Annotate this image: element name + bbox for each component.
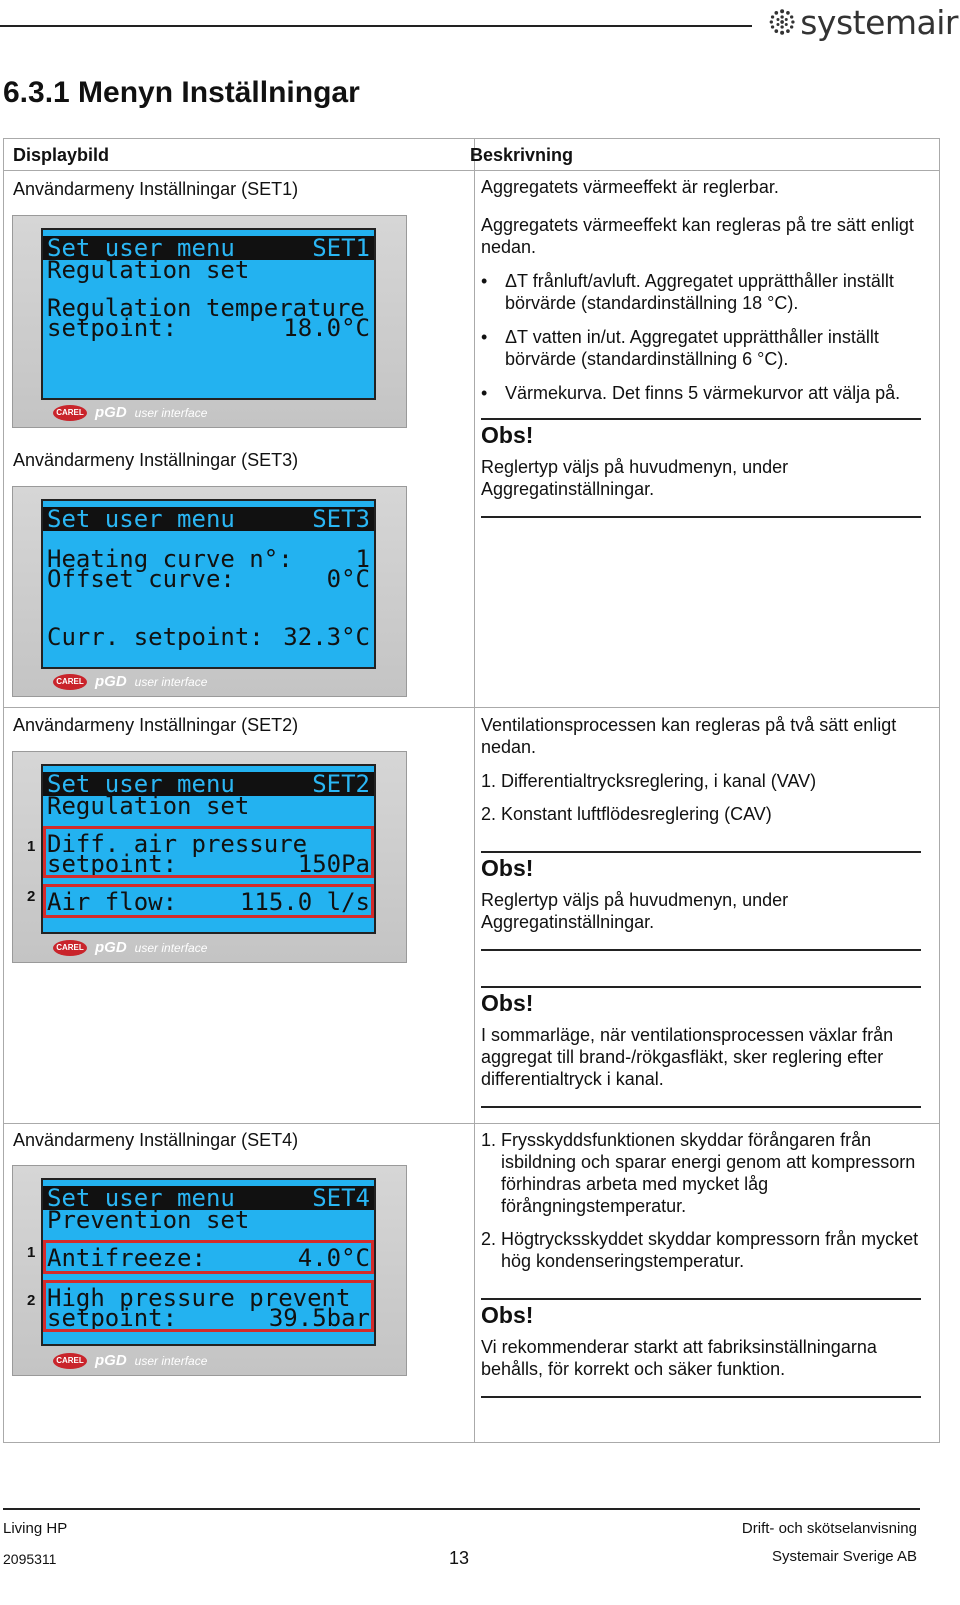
lcd-header — [43, 507, 374, 531]
section-title: 6.3.1 Menyn Inställningar — [3, 76, 360, 109]
marker-2: 2 — [27, 888, 36, 905]
numbered-list — [481, 1129, 921, 1272]
brand-name: systemair — [800, 2, 958, 42]
highlight-box-2 — [43, 884, 374, 918]
list-number: 2. — [481, 804, 497, 824]
lcd-value: 18.0°C — [283, 314, 370, 342]
note-title: Obs! — [481, 422, 534, 448]
note-title: Obs! — [481, 990, 534, 1016]
lcd-value: 32.3°C — [283, 623, 370, 651]
lcd-menu-id: SET2 — [312, 770, 370, 798]
pgd-label: pGD — [95, 1352, 127, 1369]
lcd-footer — [53, 404, 207, 421]
footer-company: Systemair Sverige AB — [771, 1548, 917, 1565]
carel-logo: CAREL — [53, 940, 87, 956]
lcd-text: setpoint: — [47, 1304, 178, 1332]
list-text: Högtrycksskyddet skyddar kompressorn från mycket hög kondenseringstemperatur. — [501, 1229, 919, 1271]
lcd-value: 1 — [355, 545, 370, 573]
column-divider — [474, 139, 475, 1442]
set2-label: Användarmeny Inställningar (SET2) — [13, 715, 299, 735]
lcd-screen — [41, 1178, 376, 1346]
lcd-text: Diff. air pressure — [47, 830, 308, 858]
lcd-line — [47, 794, 370, 818]
lcd-display-set1 — [12, 215, 407, 428]
lcd-text: Offset curve: — [47, 565, 235, 593]
bullet-list — [481, 270, 921, 404]
paragraph: Ventilationsprocessen kan regleras på två sätt enligt nedan. — [481, 715, 897, 757]
lcd-footer — [53, 1352, 207, 1369]
marker-2: 2 — [27, 1292, 36, 1309]
lcd-text: Regulation temperature — [47, 294, 365, 322]
note-text: Reglertyp väljs på huvudmenyn, under Aggregatinställningar. — [481, 457, 789, 499]
lcd-text: Heating curve n°: — [47, 545, 293, 573]
list-item — [481, 803, 921, 825]
lcd-text: Regulation set — [47, 256, 250, 284]
pgd-label: pGD — [95, 939, 127, 956]
lcd-text: Antifreeze: — [47, 1244, 206, 1272]
lcd-display-set4 — [12, 1165, 407, 1376]
lcd-screen — [41, 228, 376, 400]
footer-product: Living HP — [3, 1520, 68, 1537]
highlight-box-2 — [43, 1280, 374, 1332]
set4-label: Användarmeny Inställningar (SET4) — [13, 1130, 299, 1150]
user-interface-label: user interface — [134, 405, 208, 420]
list-number: 2. — [481, 1229, 497, 1249]
user-interface-label: user interface — [134, 1353, 208, 1368]
numbered-list — [481, 770, 921, 825]
lcd-text: Regulation set — [47, 792, 250, 820]
lcd-line — [47, 1208, 370, 1232]
carel-logo: CAREL — [53, 1353, 87, 1369]
note-rule — [481, 949, 921, 951]
lcd-menu-id: SET4 — [312, 1184, 370, 1212]
header-row-divider — [4, 170, 939, 171]
lcd-text: Prevention set — [47, 1206, 250, 1234]
page-number: 13 — [449, 1548, 470, 1568]
pgd-label: pGD — [95, 404, 127, 421]
list-item — [481, 1129, 921, 1217]
note-rule — [481, 851, 921, 853]
marker-1: 1 — [27, 1244, 36, 1261]
footer-doc-number: 2095311 — [3, 1551, 57, 1567]
note-rule — [481, 1396, 921, 1398]
list-text: Konstant luftflödesreglering (CAV) — [501, 804, 772, 824]
footer-doc-title: Drift- och skötselanvisning — [741, 1520, 917, 1537]
row-divider — [4, 707, 939, 708]
systemair-logo — [768, 2, 958, 42]
lcd-menu-title: Set user menu — [47, 770, 235, 798]
lcd-value: 0°C — [326, 565, 370, 593]
list-item: • Värmekurva. Det finns 5 värmekurvor att välja på. — [481, 382, 921, 404]
footer-rule — [3, 1508, 920, 1510]
list-number: 1. — [481, 1130, 497, 1150]
lcd-line — [47, 567, 370, 591]
lcd-line — [47, 625, 370, 649]
marker-1: 1 — [27, 838, 36, 855]
lcd-text: setpoint: — [47, 850, 178, 878]
note-text: I sommarläge, när ventilationsprocessen växlar från aggregat till brand-/rökgasfläkt, sker reglering efter differentialtryck i kanal. — [481, 1025, 894, 1089]
lcd-menu-title: Set user menu — [47, 505, 235, 533]
carel-logo: CAREL — [53, 405, 87, 421]
lcd-text: setpoint: — [47, 314, 178, 342]
user-interface-label: user interface — [134, 940, 208, 955]
row-divider — [4, 1123, 939, 1124]
lcd-footer — [53, 673, 207, 690]
lcd-value: 150Pa — [297, 850, 370, 878]
set4-description — [481, 1129, 921, 1398]
note-rule — [481, 986, 921, 988]
list-item — [481, 770, 921, 792]
highlight-box-1 — [43, 826, 374, 878]
col-header-description: Beskrivning — [470, 145, 574, 165]
carel-logo: CAREL — [53, 674, 87, 690]
logo-dots-icon — [768, 5, 796, 39]
highlight-box-1 — [43, 1240, 374, 1274]
list-item: • ΔT frånluft/avluft. Aggregatet upprätthåller inställt börvärde (standardinställning 18 °C). — [481, 270, 921, 314]
list-number: 1. — [481, 771, 497, 791]
list-item: • ΔT vatten in/ut. Aggregatet upprätthåller inställt börvärde (standardinställning 6 °C). — [481, 326, 921, 370]
set1-description — [481, 176, 921, 518]
col-header-display: Displaybild — [13, 145, 110, 165]
lcd-display-set2 — [12, 751, 407, 963]
lcd-menu-id: SET1 — [312, 234, 370, 262]
header-rule — [0, 25, 752, 27]
note-text: Reglertyp väljs på huvudmenyn, under Aggregatinställningar. — [481, 890, 789, 932]
list-text: Differentialtrycksreglering, i kanal (VAV) — [501, 771, 817, 791]
set1-label: Användarmeny Inställningar (SET1) — [13, 179, 299, 199]
note-rule — [481, 1298, 921, 1300]
set2-description — [481, 714, 921, 1108]
note-title: Obs! — [481, 855, 534, 881]
user-interface-label: user interface — [134, 674, 208, 689]
lcd-value: 115.0 l/s — [239, 888, 370, 916]
lcd-menu-id: SET3 — [312, 505, 370, 533]
lcd-menu-title: Set user menu — [47, 1184, 235, 1212]
list-text: Frysskyddsfunktionen skyddar förångaren från isbildning och sparar energi genom att kompressorn förhindras arbeta med mycket låg förångningstemperatur. — [501, 1130, 916, 1216]
set3-label: Användarmeny Inställningar (SET3) — [13, 450, 299, 470]
lcd-footer — [53, 939, 207, 956]
lcd-value: 39.5bar — [268, 1304, 370, 1332]
lcd-display-set3 — [12, 486, 407, 697]
paragraph: Aggregatets värmeeffekt kan regleras på tre sätt enligt nedan. — [481, 215, 914, 257]
lcd-screen — [41, 764, 376, 934]
lcd-text: Air flow: — [47, 888, 178, 916]
note-rule — [481, 418, 921, 420]
lcd-value: 4.0°C — [297, 1244, 370, 1272]
lcd-screen — [41, 499, 376, 669]
note-text: Vi rekommenderar starkt att fabriksinställningarna behålls, för korrekt och säker funktion. — [481, 1337, 877, 1379]
lcd-text: Curr. setpoint: — [47, 623, 264, 651]
lcd-text: High pressure prevent — [47, 1284, 351, 1312]
note-rule — [481, 1106, 921, 1108]
lcd-line — [47, 316, 370, 340]
lcd-line — [47, 258, 370, 282]
paragraph: Aggregatets värmeeffekt är reglerbar. — [481, 177, 779, 197]
note-rule — [481, 516, 921, 518]
list-item — [481, 1228, 921, 1272]
pgd-label: pGD — [95, 673, 127, 690]
note-title: Obs! — [481, 1302, 534, 1328]
lcd-menu-title: Set user menu — [47, 234, 235, 262]
